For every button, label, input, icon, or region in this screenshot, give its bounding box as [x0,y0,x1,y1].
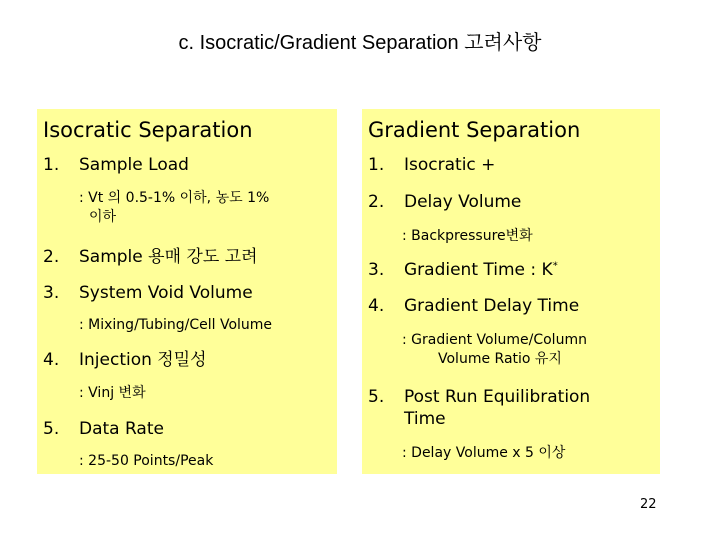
sample-load-note: : Vt 의 0.5-1% 이하, 농도 1% [79,190,270,206]
item-text-line1: Post Run Equilibration [404,387,591,407]
item-number: 1. [43,155,60,175]
gradient-item-5 [368,386,590,430]
item-text: Gradient Delay Time [404,296,580,316]
isocratic-item-2 [43,246,258,268]
injection-note: : Vinj 변화 [79,385,146,401]
delay-volume-note: : Backpressure변화 [402,228,533,244]
gradient-item-4 [368,295,579,317]
data-rate-note: : 25-50 Points/Peak [79,453,214,469]
item-text-main: Gradient Time : K [404,260,553,280]
isocratic-item-5 [43,418,164,440]
gradient-delay-note: : Gradient Volume/Column [402,332,587,348]
sample-load-note-cont: 이하 [89,209,117,225]
item-text-line2: Time [404,409,446,429]
item-number: 4. [368,296,385,316]
item-text [404,386,590,430]
item-number: 2. [43,247,60,267]
item-number: 3. [368,260,385,280]
gradient-panel [362,109,660,474]
gradient-item-1 [368,154,495,176]
item-number: 5. [368,387,385,407]
isocratic-panel [37,109,337,474]
item-number: 3. [43,283,60,303]
page-number: 22 [640,497,657,512]
item-text: Data Rate [79,419,164,439]
item-number: 2. [368,192,385,212]
item-text [404,259,558,281]
gradient-item-3 [368,259,558,281]
k-star-superscript: * [552,260,558,272]
void-volume-note: : Mixing/Tubing/Cell Volume [79,317,273,333]
gradient-item-2 [368,191,521,213]
isocratic-heading: Isocratic Separation [43,118,253,142]
item-text: Isocratic + [404,155,496,175]
item-text: Sample 용매 강도 고려 [79,247,258,267]
item-text: System Void Volume [79,283,253,303]
item-text: Delay Volume [404,192,522,212]
item-text: Injection 정밀성 [79,350,207,370]
item-number: 1. [368,155,385,175]
gradient-heading: Gradient Separation [368,118,581,142]
slide-title: c. Isocratic/Gradient Separation 고려사항 [178,32,542,54]
post-run-note: : Delay Volume x 5 이상 [402,445,566,461]
item-number: 5. [43,419,60,439]
gradient-delay-note-cont: Volume Ratio 유지 [438,351,562,367]
isocratic-item-4 [43,349,207,371]
isocratic-item-1 [43,154,189,176]
item-number: 4. [43,350,60,370]
isocratic-item-3 [43,282,253,304]
item-text: Sample Load [79,155,189,175]
